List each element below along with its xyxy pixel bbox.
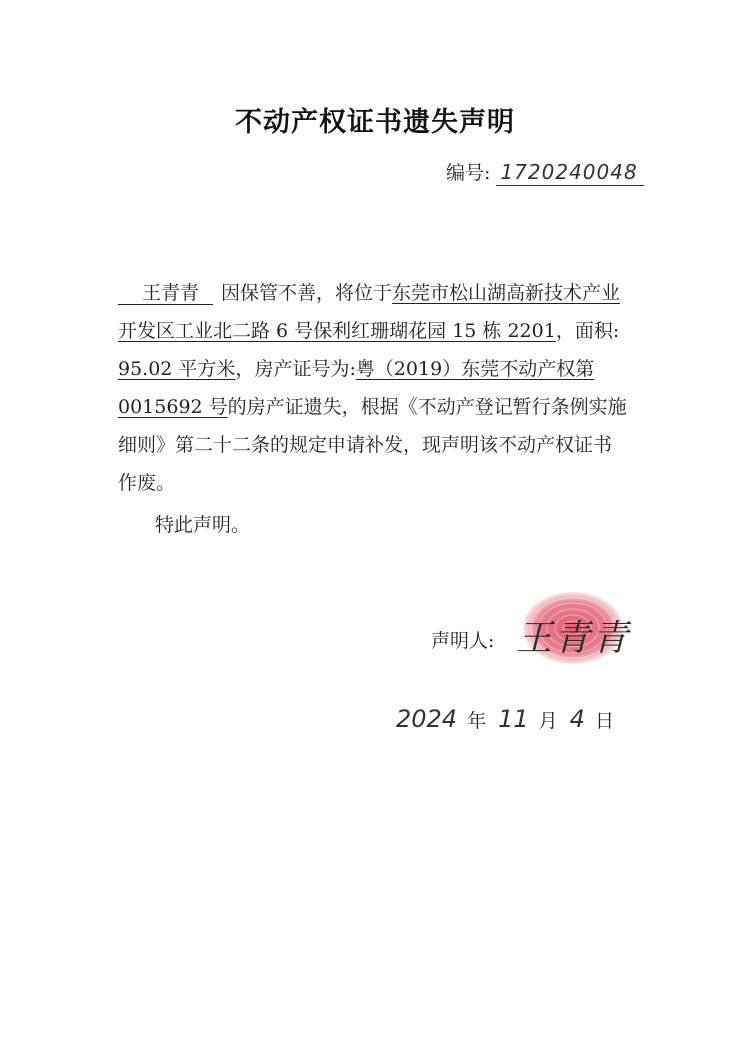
date-year-label: 年	[467, 710, 487, 732]
body-text: ，房产证号为:	[235, 358, 356, 380]
document-number	[446, 158, 644, 186]
certificate-number: 粤（2019）东莞不动产权第	[355, 358, 595, 380]
owner-name-field: 王青青	[118, 284, 213, 305]
body-text: 细则》第二十二条的规定申请补发，现声明该不动产权证书	[118, 434, 613, 456]
document-title: 不动产权证书遗失声明	[235, 107, 515, 138]
date-month-label: 月	[538, 710, 558, 732]
property-address-cont: 开发区工业北二路 6 号保利红珊瑚花园 15 栋 2201	[118, 320, 556, 342]
declarant-label: 声明人:	[431, 630, 495, 652]
date-day: 4	[569, 705, 585, 733]
certificate-number-cont: 0015692 号	[118, 396, 228, 418]
signature-date	[396, 705, 614, 733]
body-text: ，面积:	[555, 320, 620, 342]
body-line-2	[118, 316, 619, 343]
handwritten-signature: 王青青	[516, 618, 631, 659]
body-line-4	[118, 392, 627, 419]
document-number-label: 编号:	[446, 162, 491, 184]
body-text: 作废。	[118, 472, 176, 494]
body-line-1	[118, 278, 620, 305]
body-text: 的房产证遗失，根据《不动产登记暂行条例实施	[227, 396, 627, 418]
body-line-3	[118, 354, 594, 381]
body-text: 因保管不善，将位于	[221, 282, 393, 304]
property-area: 95.02 平方米	[118, 358, 236, 380]
document-number-value: 1720240048	[496, 160, 643, 186]
date-year: 2024	[396, 705, 458, 733]
property-address: 东莞市松山湖高新技术产业	[392, 282, 621, 304]
body-line-6	[118, 468, 175, 495]
date-day-label: 日	[594, 710, 614, 732]
date-month: 11	[498, 705, 529, 733]
body-line-5	[118, 430, 612, 457]
closing-statement: 特此声明。	[155, 514, 251, 536]
